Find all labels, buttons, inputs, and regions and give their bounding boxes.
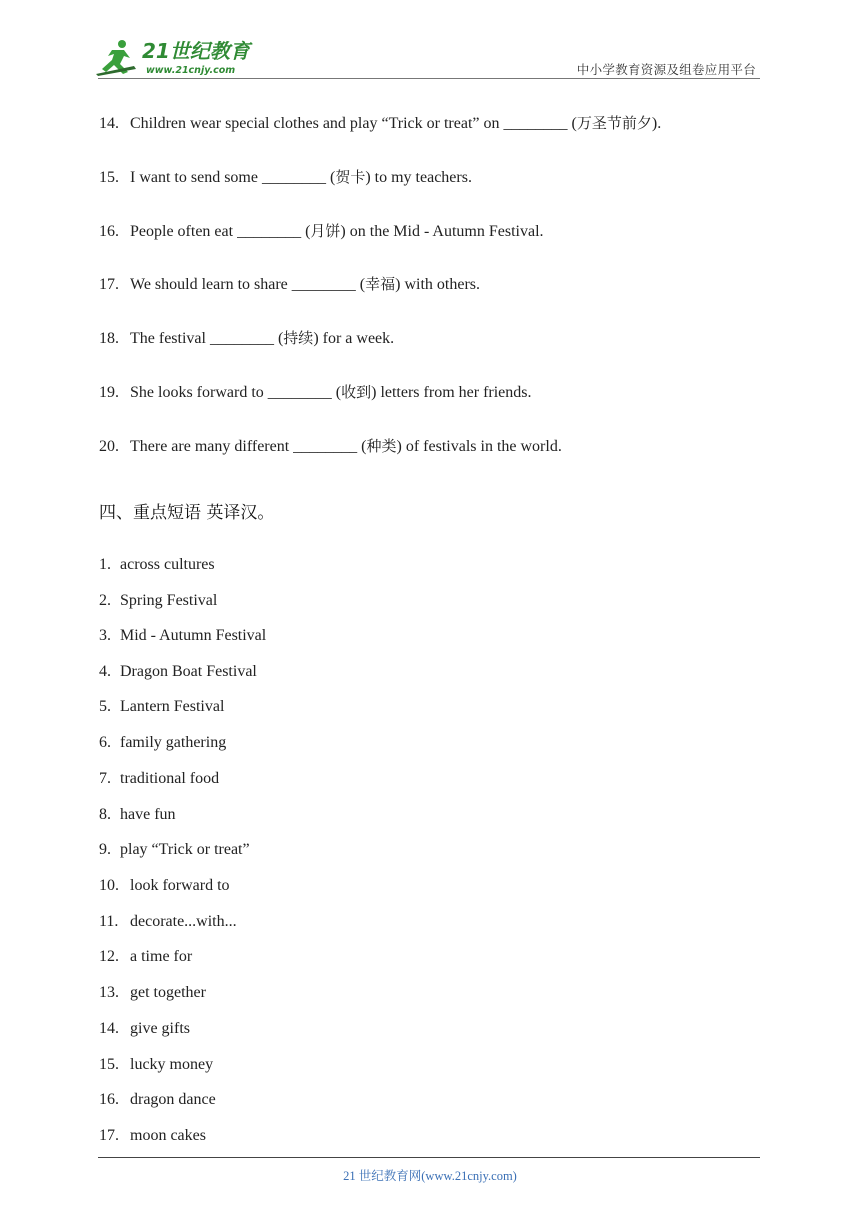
- phrase-item: 1. across cultures: [99, 556, 215, 573]
- logo-wordmark: 21世纪教育: [142, 39, 250, 63]
- phrase-item: 8. have fun: [99, 806, 176, 823]
- phrase-item: 3. Mid - Autumn Festival: [99, 627, 267, 644]
- phrase-item: 15. lucky money: [99, 1056, 214, 1073]
- phrase-item: 13. get together: [99, 984, 206, 1001]
- question-18: 18. The festival ________ (持续) for a week.: [99, 329, 395, 347]
- header-platform-text: 中小学教育资源及组卷应用平台: [576, 62, 756, 77]
- site-logo: [94, 36, 264, 78]
- phrase-item: 17. moon cakes: [99, 1127, 206, 1144]
- phrase-item: 5. Lantern Festival: [99, 698, 225, 715]
- phrase-item: 4. Dragon Boat Festival: [99, 663, 257, 680]
- phrase-item: 7. traditional food: [99, 770, 220, 787]
- page-header: [0, 0, 860, 80]
- question-19: 19. She looks forward to ________ (收到) letters from her friends.: [99, 383, 532, 401]
- question-20: 20. There are many different ________ (种类) of festivals in the world.: [99, 437, 562, 455]
- runner-logo-icon: [94, 36, 264, 78]
- phrase-item: 16. dragon dance: [99, 1091, 216, 1108]
- phrase-item: 9. play “Trick or treat”: [99, 841, 250, 858]
- question-14: 14. Children wear special clothes and play “Trick or treat” on ________ (万圣节前夕).: [99, 114, 662, 132]
- section-title: 四、重点短语 英译汉。: [99, 503, 275, 523]
- phrase-item: 12. a time for: [99, 948, 193, 965]
- question-17: 17. We should learn to share ________ (幸福) with others.: [99, 275, 480, 293]
- logo-url: www.21cnjy.com: [146, 65, 236, 76]
- phrase-item: 6. family gathering: [99, 734, 227, 751]
- phrase-item: 14. give gifts: [99, 1020, 190, 1037]
- footer-divider: [98, 1157, 760, 1158]
- question-15: 15. I want to send some ________ (贺卡) to my teachers.: [99, 168, 472, 186]
- phrase-item: 10. look forward to: [99, 877, 230, 894]
- phrase-item: 11. decorate...with...: [99, 913, 237, 930]
- header-divider: [98, 78, 760, 79]
- phrase-item: 2. Spring Festival: [99, 592, 218, 609]
- question-16: 16. People often eat ________ (月饼) on the Mid - Autumn Festival.: [99, 222, 544, 240]
- page-footer: 21 世纪教育网(www.21cnjy.com): [343, 1169, 517, 1183]
